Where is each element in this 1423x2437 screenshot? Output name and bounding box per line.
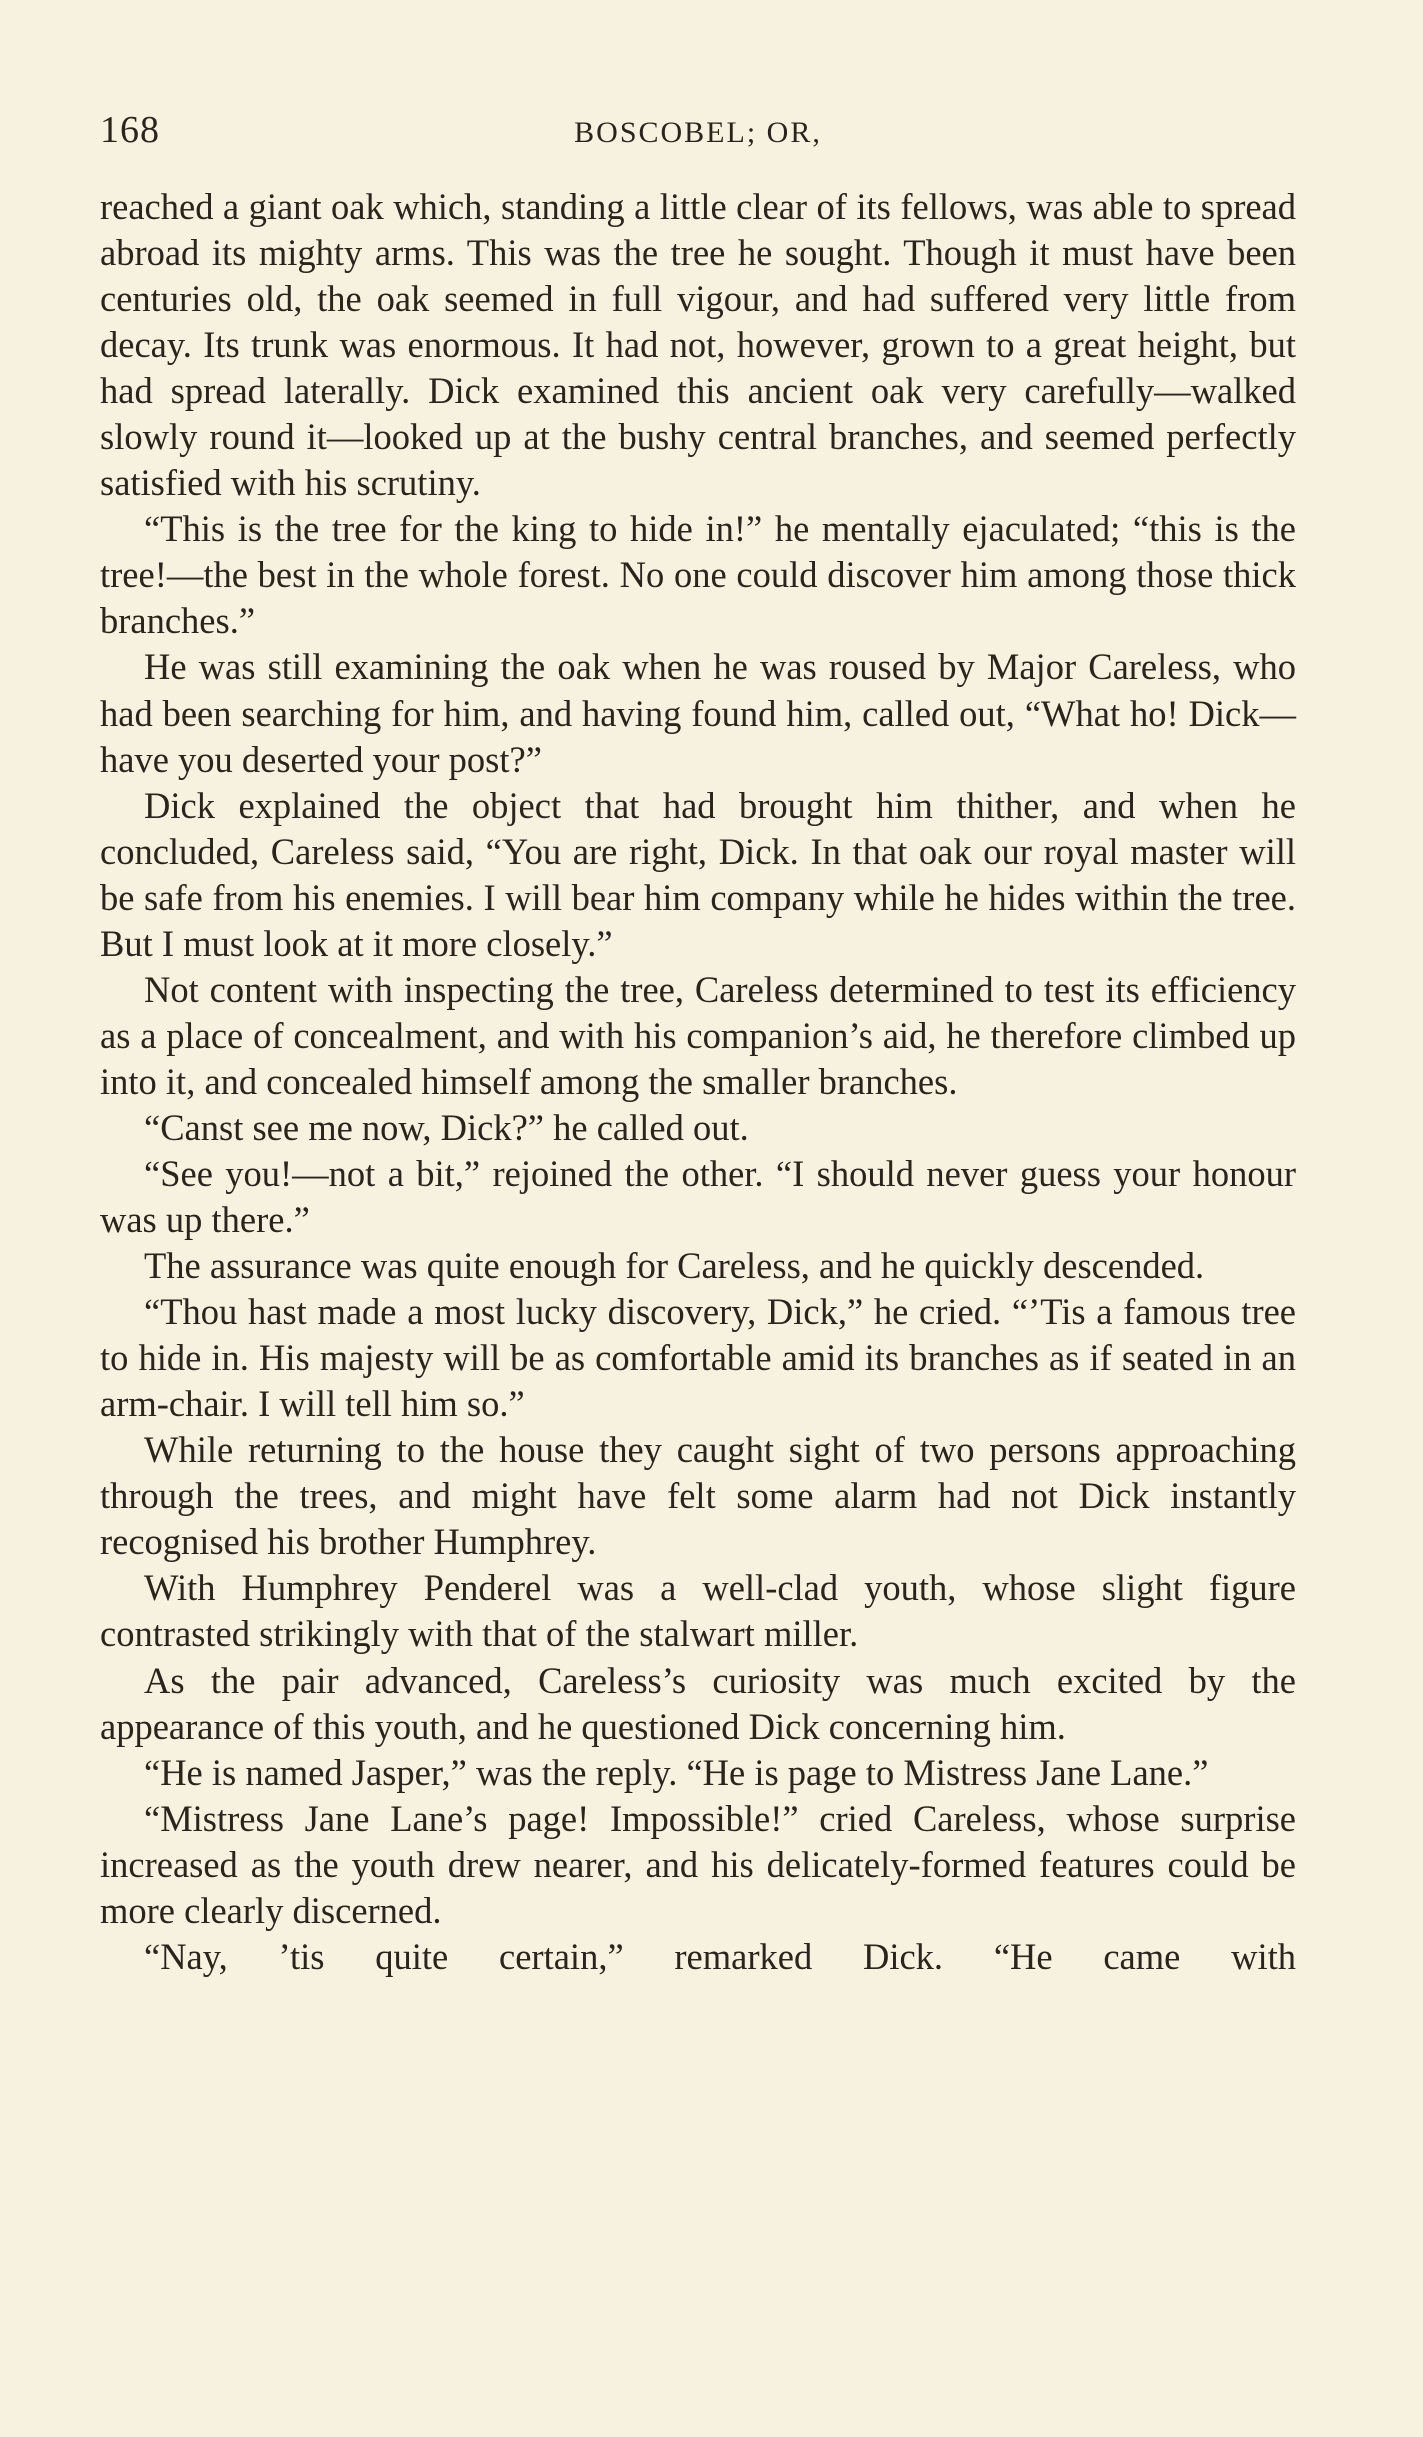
- paragraph: “Mistress Jane Lane’s page! Impossible!” cried Careless, whose surprise increased as the youth drew nearer, and his delicately-formed features could be more clearly discerned.: [100, 1797, 1296, 1931]
- paragraph: “See you!—not a bit,” rejoined the other. “I should never guess your honour was up there.”: [100, 1152, 1296, 1241]
- page-header: [100, 108, 1296, 158]
- paragraph: “He is named Jasper,” was the reply. “He is page to Mistress Jane Lane.”: [144, 1751, 1209, 1793]
- paragraph: The assurance was quite enough for Careless, and he quickly descended.: [144, 1245, 1205, 1287]
- body-text: [100, 184, 1296, 1980]
- paragraph: He was still examining the oak when he was roused by Major Careless, who had been searching for him, and having found him, called out, “What ho! Dick—have you deserted your post?”: [100, 646, 1296, 780]
- running-title: BOSCOBEL; OR,: [574, 116, 822, 149]
- paragraph: Dick explained the object that had brought him thither, and when he concluded, Careless said, “You are right, Dick. In that oak our royal master will be safe from his enemies. I will bear him company while he hides within the tree. But I must look at it more closely.”: [100, 784, 1296, 964]
- paragraph: reached a giant oak which, standing a little clear of its fellows, was able to spread abroad its mighty arms. This was the tree he sought. Though it must have been centuries old, the oak seemed in full vigour, and had suffered very little from decay. Its trunk was enormous. It had not, however, grown to a great height, but had spread laterally. Dick examined this ancient oak very carefully—walked slowly round it—looked up at the bushy central branches, and seemed perfectly satisfied with his scrutiny.: [100, 186, 1296, 504]
- paragraph: As the pair advanced, Careless’s curiosity was much excited by the appearance of this youth, and he questioned Dick concerning him.: [100, 1659, 1296, 1747]
- paragraph: While returning to the house they caught sight of two persons approaching through the trees, and might have felt some alarm had not Dick instantly recognised his brother Humphrey.: [100, 1429, 1296, 1563]
- paragraph: “This is the tree for the king to hide in!” he mentally ejaculated; “this is the tree!—the best in the whole forest. No one could discover him among those thick branches.”: [100, 508, 1296, 642]
- paragraph: “Nay, ’tis quite certain,” remarked Dick. “He came with: [144, 1935, 1296, 1977]
- paragraph: “Thou hast made a most lucky discovery, Dick,” he cried. “’Tis a famous tree to hide in. His majesty will be as comfortable amid its branches as if seated in an arm-chair. I will tell him so.”: [100, 1291, 1296, 1425]
- paragraph: “Canst see me now, Dick?” he called out.: [144, 1106, 749, 1148]
- page-number: 168: [100, 109, 160, 151]
- paragraph: With Humphrey Penderel was a well-clad youth, whose slight figure contrasted strikingly with that of the stalwart miller.: [100, 1567, 1296, 1655]
- paragraph: Not content with inspecting the tree, Careless determined to test its efficiency as a place of concealment, and with his companion’s aid, he therefore climbed up into it, and concealed himself among the smaller branches.: [100, 968, 1296, 1102]
